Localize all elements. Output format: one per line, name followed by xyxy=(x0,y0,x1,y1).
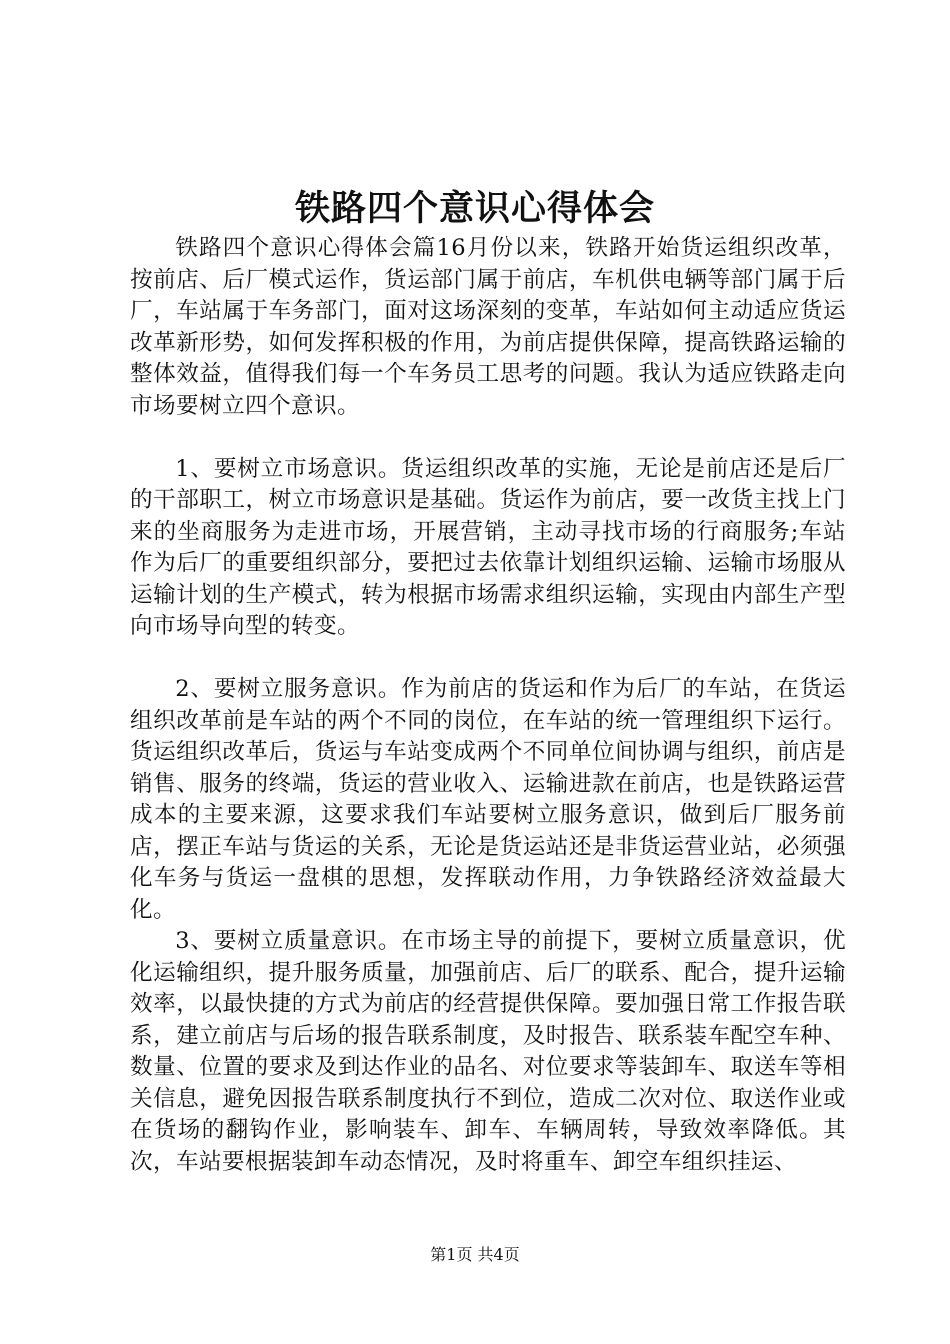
document-title: 铁路四个意识心得体会 xyxy=(294,188,655,229)
paragraph-spacer xyxy=(130,643,846,675)
paragraph-market-awareness: 1、要树立市场意识。货运组织改革的实施，无论是前店还是后厂的干部职工，树立市场意识是基础。货运作为前店，要一改货主找上门来的坐商服务为走进市场，开展营销，主动寻找市场的行商服务;车站作为后厂的重要组织部分，要把过去依靠计划组织运输、运输市场服从运输计划的生产模式，转为根据市场需求组织运输，实现由内部生产型向市场导向型的转变。 xyxy=(130,455,846,639)
document-body xyxy=(130,233,846,1178)
paragraph-intro: 铁路四个意识心得体会篇16月份以来，铁路开始货运组织改革，按前店、后厂模式运作，货运部门属于前店，车机供电辆等部门属于后厂，车站属于车务部门，面对这场深刻的变革，车站如何主动适应货运改革新形势，如何发挥积极的作用，为前店提供保障，提高铁路运输的整体效益，值得我们每一个车务员工思考的问题。我认为适应铁路走向市场要树立四个意识。 xyxy=(130,235,846,419)
paragraph-service-awareness: 2、要树立服务意识。作为前店的货运和作为后厂的车站，在货运组织改革前是车站的两个不同的岗位，在车站的统一管理组织下运行。货运组织改革后，货运与车站变成两个不同单位间协调与组织，前店是销售、服务的终端，货运的营业收入、运输进款在前店，也是铁路运营成本的主要来源，这要求我们车站要树立服务意识，做到后厂服务前店，摆正车站与货运的关系，无论是货运站还是非货运营业站，必须强化车务与货运一盘棋的思想，发挥联动作用，力争铁路经济效益最大化。 xyxy=(130,676,846,923)
paragraph-quality-awareness: 3、要树立质量意识。在市场主导的前提下，要树立质量意识，优化运输组织，提升服务质量，加强前店、后厂的联系、配合，提升运输效率，以最快捷的方式为前店的经营提供保障。要加强日常工作报告联系，建立前店与后场的报告联系制度，及时报告、联系装车配空车种、数量、位置的要求及到达作业的品名、对位要求等装卸车、取送车等相关信息，避免因报告联系制度执行不到位，造成二次对位、取送作业或在货场的翻钩作业，影响装车、卸车、车辆周转，导致效率降低。其次，车站要根据装卸车动态情况，及时将重车、卸空车组织挂运、 xyxy=(130,928,846,1175)
page-footer: 第1页 共4页 xyxy=(430,1245,520,1264)
paragraph-spacer xyxy=(130,422,846,454)
